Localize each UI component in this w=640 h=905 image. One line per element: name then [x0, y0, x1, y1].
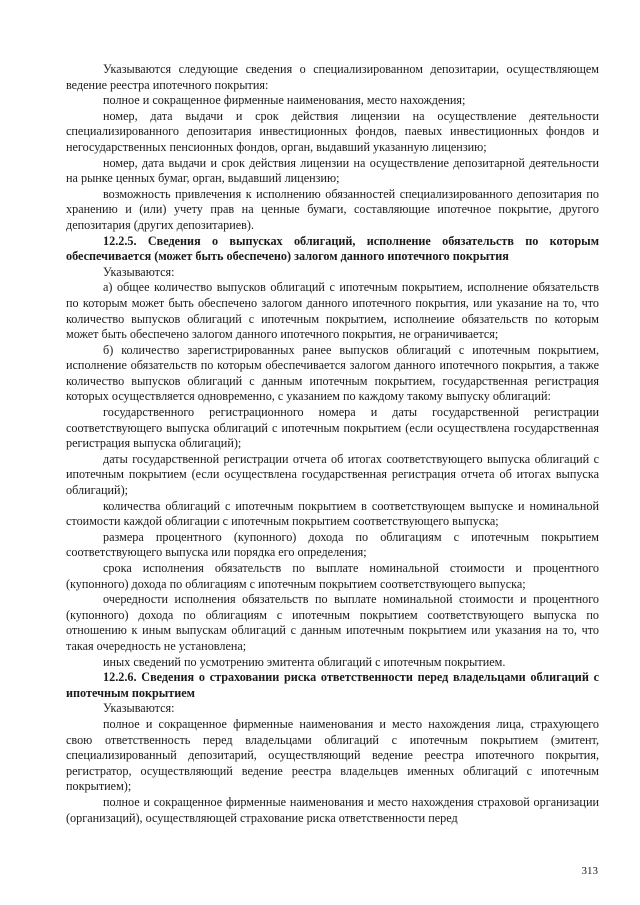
paragraph: полное и сокращенное фирменные наименования и место нахождения лица, страхующего свою ответственность перед владельцами облигаций с ипотечным покрытием (эмитент, специализированный депозитарий, осуществляющий ведение реестра ипотечного покрытия, регистратор, осуществляющий ведение реестра владельцев именных облигаций с ипотечным покрытием);	[66, 716, 599, 794]
paragraph: а) общее количество выпусков облигаций с ипотечным покрытием, исполнение обязательств по которым может быть обеспечено залогом данного ипотечного покрытия, или указание на то, что количество выпусков облигаций с ипотечным покрытием, исполнеиие обязательств по которым может быть обеспечено залогом данного ипотечного покрытия, не ограничивается;	[66, 280, 599, 342]
paragraph: срока исполнения обязательств по выплате номинальной стоимости и процентного (купонного) дохода по облигациям с ипотечным покрытием соответствующего выпуска;	[66, 561, 599, 591]
section-heading: 12.2.5. Сведения о выпусках облигаций, исполнение обязательств по которым обеспечивается (может быть обеспечено) залогом данного ипотечного покрытия	[66, 233, 599, 264]
paragraph: номер, дата выдачи и срок действия лицензии на осуществление депозитарной деятельности на рынке ценных бумаг, орган, выдавший лицензию;	[66, 155, 599, 186]
paragraph: даты государственной регистрации отчета об итогах соответствующего выпуска облигаций с ипотечным покрытием (если осуществлена государственная регистрация отчета об итогах выпуска облигаций);	[66, 451, 599, 498]
paragraph: Указываются следующие сведения о специализированном депозитарии, осуществляющем ведение реестра ипотечного покрытия:	[66, 62, 599, 92]
paragraph: иных сведений по усмотрению эмитента облигаций с ипотечным покрытием.	[103, 654, 506, 669]
paragraph: полное и сокращенное фирменные наименования и место нахождения страховой организации (организаций), осуществляющей страхование риска ответственности перед	[66, 794, 599, 825]
document-body	[66, 62, 599, 826]
section-heading: 12.2.6. Сведения о страховании риска ответственности перед владельцами облигаций с ипотечным покрытием	[66, 670, 599, 700]
paragraph: Указываются:	[103, 701, 175, 716]
paragraph: размера процентного (купонного) дохода по облигациям с ипотечным покрытием соответствующего выпуска или порядка его определения;	[66, 529, 599, 560]
paragraph: возможность привлечения к исполнению обязанностей специализированного депозитария по хранению и (или) учету прав на ценные бумаги, составляющие ипотечное покрытие, другого депозитария (других депозитариев).	[66, 186, 599, 232]
paragraph: очередности исполнения обязательств по выплате номинальной стоимости и процентного (купонного) дохода по облигациям с ипотечным покрытием соответствующего выпуска по отношению к иным выпускам облигаций с данным ипотечным покрытием или указания на то, что такая очередность не установлена;	[66, 592, 599, 653]
page-number: 313	[581, 865, 598, 877]
paragraph: номер, дата выдачи и срок действия лицензии на осуществление деятельности специализированного депозитария инвестиционных фондов, паевых инвестиционных фондов и негосударственных пенсионных фондов, орган, выдавший указанную лицензию;	[66, 108, 599, 154]
paragraph: б) количество зарегистрированных ранее выпусков облигаций с ипотечным покрытием, исполнение обязательств по которым обеспечивается залогом данного ипотечного покрытия, а также количество выпусков облигаций с данным ипотечным покрытием, государственная регистрация которых осуществляется одновременно, с указанием по каждому такому выпуску облигаций:	[66, 342, 599, 404]
paragraph: полное и сокращенное фирменные наименования, место нахождения;	[103, 93, 466, 108]
paragraph: Указываются:	[103, 264, 175, 279]
paragraph: количества облигаций с ипотечным покрытием в соответствующем выпуске и номинальной стоимости каждой облигации с ипотечным покрытием соответствующего выпуска;	[66, 498, 599, 529]
paragraph: государственного регистрационного номера и даты государственной регистрации соответствующего выпуска облигаций с ипотечным покрытием (если осуществлена государственная регистрация выпуска облигаций);	[66, 405, 599, 451]
